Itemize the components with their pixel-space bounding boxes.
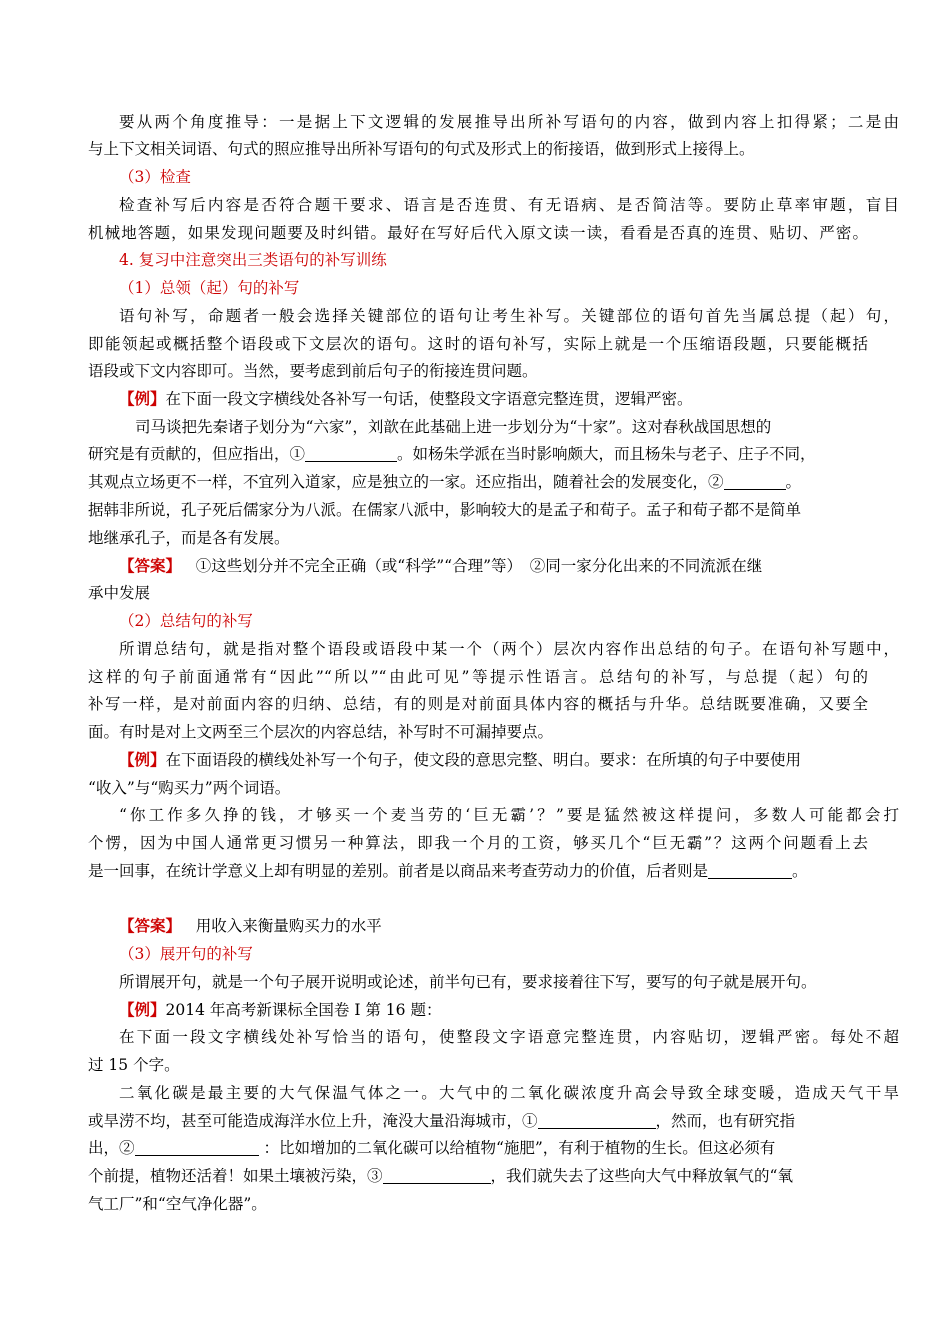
answer-blank-6[interactable]	[383, 1167, 491, 1184]
question-line: 据韩非所说，孔子死后儒家分为八派。在儒家八派中，影响较大的是孟子和荀子。孟子和荀子都不是简单	[88, 501, 802, 519]
question-line: 研究是有贡献的，但应指出，① 。如杨朱学派在当时影响颇大，而且杨朱与老子、庄子不同，	[88, 445, 816, 463]
answer-line	[119, 555, 899, 577]
paragraph-line: 要从两个角度推导：一是据上下文逻辑的发展推导出所补写语句的内容，做到内容上扣得紧；二是由	[119, 113, 899, 131]
answer-tag: 【答案】	[119, 916, 182, 935]
answer-blank-3[interactable]	[708, 862, 792, 879]
paragraph-line: 语段或下文内容即可。当然，要考虑到前后句子的衔接连贯问题。	[88, 362, 538, 380]
example-line	[119, 749, 899, 771]
paragraph-line: 机械地答题，如果发现问题要及时纠错。最好在写好后代入原文读一读，看看是否真的连贯、贴切、严密。	[88, 224, 868, 242]
question-line: 个前提，植物还活着！如果土壤被污染，③ ，我们就失去了这些向大气中释放氧气的“氧	[88, 1167, 793, 1185]
section-heading-check: （3）检查	[119, 168, 191, 186]
paragraph-line: 面。有时是对上文两至三个层次的内容总结，补写时不可漏掉要点。	[88, 723, 554, 741]
example-text: 在下面语段的横线处补写一个句子，使文段的意思完整、明白。要求：在所填的句子中要使用	[165, 751, 802, 769]
question-line: 或旱涝不均，甚至可能造成海洋水位上升，淹没大量沿海城市，① ，然而，也有研究指	[88, 1112, 796, 1130]
paragraph-line: 即能领起或概括整个语段或下文层次的语句。这时的语句补写，实际上就是一个压缩语段题，只要能概括	[88, 335, 868, 353]
answer-text: 用收入来衡量购买力的水平	[195, 917, 382, 935]
answer-tag: 【答案】	[119, 556, 182, 575]
question-line: 气工厂”和“空气净化器”。	[88, 1195, 267, 1213]
section-heading-4: 4. 复习中注意突出三类语句的补写训练	[119, 251, 387, 269]
paragraph-line: 过 15 个字。	[88, 1056, 180, 1074]
answer-blank-2[interactable]	[724, 473, 786, 490]
example-tag: 【例】	[119, 1000, 166, 1019]
paragraph-line: 所谓总结句，就是指对整个语段或语段中某一个（两个）层次内容作出总结的句子。在语句补写题中，	[119, 640, 899, 658]
answer-text: ①这些划分并不完全正确（或“科学”“合理”等） ②同一家分化出来的不同流派在继	[195, 557, 763, 575]
question-line: 二氧化碳是最主要的大气保温气体之一。大气中的二氧化碳浓度升高会导致全球变暖，造成天气干旱	[119, 1084, 899, 1102]
answer-line	[119, 915, 899, 937]
example-line	[119, 999, 899, 1021]
paragraph-line: 所谓展开句，就是一个句子展开说明或论述，前半句已有，要求接着往下写，要写的句子就是展开句。	[119, 973, 817, 991]
question-line: 出，② ：比如增加的二氧化碳可以给植物“施肥”，有利于植物的生长。但这必须有	[88, 1139, 776, 1157]
example-line: “收入”与“购买力”两个词语。	[88, 779, 291, 797]
paragraph-line: 语句补写，命题者一般会选择关键部位的语句让考生补写。关键部位的语句首先当属总提（起）句，	[119, 307, 899, 325]
subsection-heading-3: （3）展开句的补写	[119, 945, 253, 963]
question-line: 是一回事，在统计学意义上却有明显的差别。前者是以商品来考查劳动力的价值，后者则是 。	[88, 862, 808, 880]
subsection-heading-1: （1）总领（起）句的补写	[119, 279, 300, 297]
paragraph-line: 与上下文相关词语、句式的照应推导出所补写语句的句式及形式上的衔接语，做到形式上接得上。	[88, 140, 755, 158]
question-line: 个愣，因为中国人通常更习惯另一种算法，即我一个月的工资，够买几个“巨无霸”？这两个问题看上去	[88, 834, 868, 852]
answer-blank-4[interactable]	[538, 1112, 656, 1129]
example-text: 2014 年高考新课标全国卷 I 第 16 题：	[165, 1001, 442, 1019]
example-tag: 【例】	[119, 389, 166, 408]
question-line: 地继承孔子，而是各有发展。	[88, 529, 290, 547]
example-line	[119, 388, 899, 410]
paragraph-line: 这样的句子前面通常有“因此”“所以”“由此可见”等提示性语言。总结句的补写，与总提（起）句的	[88, 668, 868, 686]
example-text: 在下面一段文字横线处各补写一句话，使整段文字语意完整连贯，逻辑严密。	[165, 390, 693, 408]
paragraph-line: 补写一样，是对前面内容的归纳、总结，有的则是对前面具体内容的概括与升华。总结既要准确，又要全	[88, 695, 868, 713]
paragraph-line: 检查补写后内容是否符合题干要求、语言是否连贯、有无语病、是否简洁等。要防止草率审题，盲目	[119, 196, 899, 214]
answer-line: 承中发展	[88, 584, 151, 602]
subsection-heading-2: （2）总结句的补写	[119, 612, 253, 630]
question-line: 其观点立场更不一样，不宜列入道家，应是独立的一家。还应指出，随着社会的发展变化，② 。	[88, 473, 802, 491]
answer-blank-5[interactable]	[135, 1139, 259, 1156]
paragraph-line: 在下面一段文字横线处补写恰当的语句，使整段文字语意完整连贯，内容贴切，逻辑严密。每处不超	[119, 1028, 899, 1046]
example-tag: 【例】	[119, 750, 166, 769]
question-line: 司马谈把先秦诸子划分为“六家”，刘歆在此基础上进一步划分为“十家”。这对春秋战国思想的	[135, 418, 772, 436]
answer-blank-1[interactable]	[305, 445, 397, 462]
question-line: “你工作多久挣的钱，才够买一个麦当劳的‘巨无霸’？”要是猛然被这样提问，多数人可能都会打	[119, 806, 899, 824]
